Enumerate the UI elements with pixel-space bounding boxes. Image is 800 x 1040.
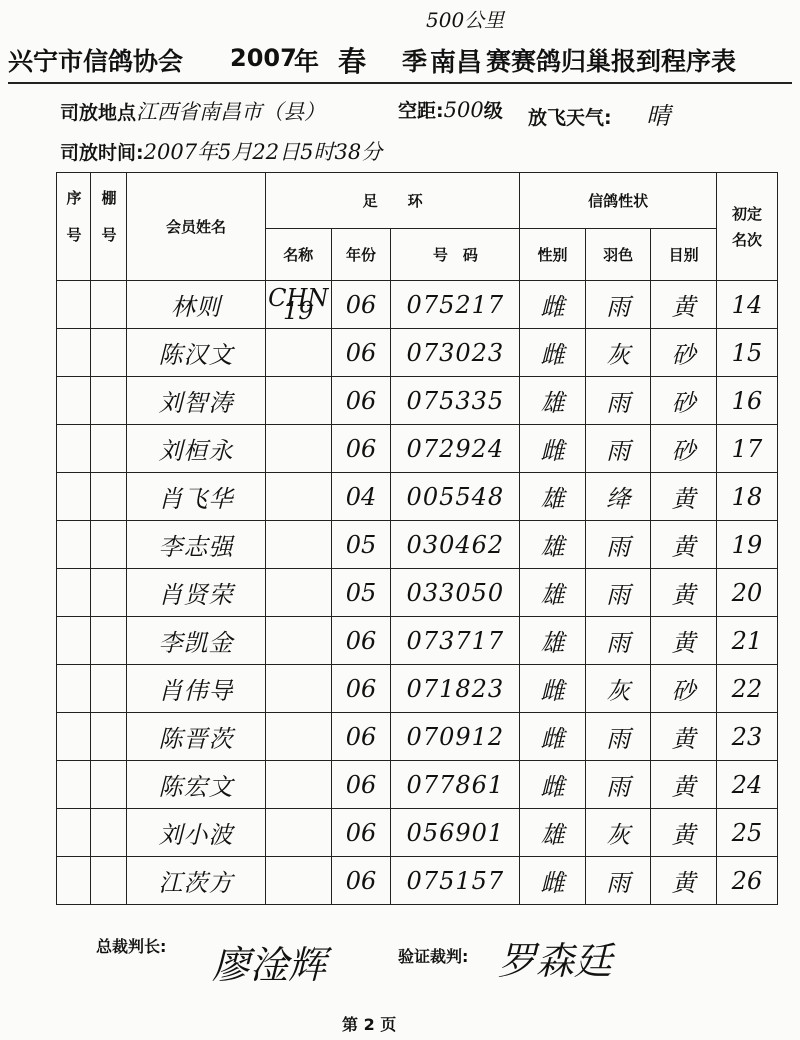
sex-cell: 雌	[520, 665, 586, 713]
homing-record-table	[56, 172, 778, 905]
member-name-cell: 陈汉文	[127, 329, 266, 377]
ring-year-cell: 06	[331, 809, 391, 857]
col-header-eye: 目别	[651, 229, 717, 281]
sex-cell: 雄	[520, 377, 586, 425]
seq-cell	[57, 425, 91, 473]
eye-cell: 黄	[651, 713, 717, 761]
col-header-sex: 性别	[520, 229, 586, 281]
eye-cell: 黄	[651, 521, 717, 569]
sex-cell: 雌	[520, 425, 586, 473]
ring-code-cell	[266, 857, 332, 905]
page-number: 第 2 页	[342, 1015, 397, 1034]
col-header-rank: 初定名次	[716, 173, 777, 281]
color-cell: 灰	[585, 665, 651, 713]
ring-year-cell: 06	[331, 377, 391, 425]
rank-cell: 22	[716, 665, 777, 713]
table-row	[57, 521, 778, 569]
coop-cell	[90, 617, 126, 665]
eye-cell: 黄	[651, 569, 717, 617]
coop-cell	[90, 569, 126, 617]
ring-year-cell: 06	[331, 857, 391, 905]
coop-cell	[90, 329, 126, 377]
ring-number-cell: 073717	[391, 617, 520, 665]
distance-label: 空距:	[398, 100, 444, 122]
member-name-cell: 刘小波	[127, 809, 266, 857]
title-season-suffix: 季	[402, 47, 428, 76]
sex-cell: 雌	[520, 281, 586, 329]
color-cell: 雨	[585, 521, 651, 569]
rank-cell: 26	[716, 857, 777, 905]
ring-number-cell: 005548	[391, 473, 520, 521]
seq-cell	[57, 857, 91, 905]
ring-number-cell: 075217	[391, 281, 520, 329]
table-row	[57, 569, 778, 617]
ring-code-cell	[266, 377, 332, 425]
col-header-coop: 棚号	[90, 173, 126, 281]
member-name-cell: 刘桓永	[127, 425, 266, 473]
rank-cell: 19	[716, 521, 777, 569]
color-cell: 雨	[585, 569, 651, 617]
rank-cell: 17	[716, 425, 777, 473]
col-header-seq: 序号	[57, 173, 91, 281]
title-year-suffix: 年	[294, 47, 320, 76]
release-time-label: 司放时间:	[60, 142, 144, 164]
ring-code-cell	[266, 665, 332, 713]
coop-cell	[90, 473, 126, 521]
col-header-ring-group: 足 环	[266, 173, 520, 229]
ring-number-cell: 077861	[391, 761, 520, 809]
weather-value: 晴	[646, 102, 671, 130]
sex-cell: 雄	[520, 473, 586, 521]
ring-code-cell	[266, 809, 332, 857]
verify-judge-signature: 罗森廷	[498, 939, 613, 983]
ring-code-cell	[266, 425, 332, 473]
member-name-cell: 林则	[127, 281, 266, 329]
rank-cell: 14	[716, 281, 777, 329]
eye-cell: 砂	[651, 377, 717, 425]
seq-cell	[57, 473, 91, 521]
title-year: 2007	[230, 44, 297, 72]
release-place-line	[60, 96, 325, 126]
table-row	[57, 713, 778, 761]
seq-cell	[57, 569, 91, 617]
ring-number-cell: 075157	[391, 857, 520, 905]
seq-cell	[57, 329, 91, 377]
ring-year-cell: 06	[331, 425, 391, 473]
ring-code-cell	[266, 617, 332, 665]
chief-judge-signature: 廖淦辉	[212, 943, 327, 987]
sex-cell: 雄	[520, 521, 586, 569]
member-name-cell: 肖贤荣	[127, 569, 266, 617]
title-season: 春	[338, 45, 367, 78]
col-header-member: 会员姓名	[127, 173, 266, 281]
table-row	[57, 809, 778, 857]
coop-cell	[90, 857, 126, 905]
color-cell: 雨	[585, 281, 651, 329]
ring-code-cell	[266, 761, 332, 809]
table-row	[57, 473, 778, 521]
coop-cell	[90, 425, 126, 473]
member-name-cell: 陈晋茨	[127, 713, 266, 761]
rank-cell: 24	[716, 761, 777, 809]
member-name-cell: 肖伟导	[127, 665, 266, 713]
sex-cell: 雌	[520, 713, 586, 761]
col-header-traits-group: 信鸽性状	[520, 173, 717, 229]
ring-code-cell	[266, 713, 332, 761]
ring-code-cell	[266, 473, 332, 521]
table-row	[57, 665, 778, 713]
distance-unit: 级	[483, 100, 503, 122]
ring-year-cell: 06	[331, 665, 391, 713]
title-prefix: 兴宁市信鸽协会	[8, 47, 184, 76]
coop-cell	[90, 713, 126, 761]
release-time-value: 2007年5月22日5时38分	[143, 140, 383, 164]
seq-cell	[57, 521, 91, 569]
ring-number-cell: 030462	[391, 521, 520, 569]
document-title	[8, 40, 792, 84]
eye-cell: 黄	[651, 761, 717, 809]
ring-year-cell: 05	[331, 521, 391, 569]
seq-cell	[57, 665, 91, 713]
title-race-place: 南昌	[430, 48, 483, 78]
chief-judge-label: 总裁判长:	[96, 937, 167, 956]
color-cell: 绛	[585, 473, 651, 521]
rank-cell: 23	[716, 713, 777, 761]
distance-line	[398, 96, 503, 123]
member-name-cell: 江茨方	[127, 857, 266, 905]
coop-cell	[90, 665, 126, 713]
coop-cell	[90, 521, 126, 569]
ring-number-cell: 070912	[391, 713, 520, 761]
sex-cell: 雄	[520, 617, 586, 665]
ring-year-cell: 06	[331, 761, 391, 809]
ring-number-cell: 073023	[391, 329, 520, 377]
rank-cell: 15	[716, 329, 777, 377]
member-name-cell: 肖飞华	[127, 473, 266, 521]
distance-value: 500	[443, 98, 484, 122]
color-cell: 雨	[585, 617, 651, 665]
rank-cell: 18	[716, 473, 777, 521]
ring-year-cell: 06	[331, 329, 391, 377]
color-cell: 雨	[585, 761, 651, 809]
ring-code-cell	[266, 521, 332, 569]
eye-cell: 砂	[651, 329, 717, 377]
release-place-value: 江西省南昌市（县）	[136, 100, 326, 124]
seq-cell	[57, 617, 91, 665]
ring-number-cell: 071823	[391, 665, 520, 713]
color-cell: 雨	[585, 377, 651, 425]
seq-cell	[57, 713, 91, 761]
color-cell: 雨	[585, 857, 651, 905]
ring-number-cell: 056901	[391, 809, 520, 857]
ring-number-cell: 072924	[391, 425, 520, 473]
member-name-cell: 陈宏文	[127, 761, 266, 809]
eye-cell: 黄	[651, 857, 717, 905]
member-name-cell: 刘智涛	[127, 377, 266, 425]
ring-code-cell	[266, 329, 332, 377]
ring-year-cell: 05	[331, 569, 391, 617]
weather-label: 放飞天气:	[528, 107, 612, 129]
sex-cell: 雌	[520, 761, 586, 809]
title-distance-note: 500公里	[426, 8, 505, 32]
table-row	[57, 377, 778, 425]
rank-cell: 25	[716, 809, 777, 857]
ring-code-cell: CHN 19	[266, 281, 332, 329]
eye-cell: 黄	[651, 473, 717, 521]
seq-cell	[57, 809, 91, 857]
sex-cell: 雄	[520, 809, 586, 857]
eye-cell: 黄	[651, 281, 717, 329]
table-row	[57, 329, 778, 377]
ring-number-cell: 033050	[391, 569, 520, 617]
sex-cell: 雌	[520, 329, 586, 377]
col-header-ring-name: 名称	[266, 229, 332, 281]
ring-year-cell: 06	[331, 281, 391, 329]
ring-year-cell: 04	[331, 473, 391, 521]
table-row	[57, 617, 778, 665]
member-name-cell: 李凯金	[127, 617, 266, 665]
ring-year-cell: 06	[331, 617, 391, 665]
col-header-color: 羽色	[585, 229, 651, 281]
seq-cell	[57, 281, 91, 329]
coop-cell	[90, 761, 126, 809]
rank-cell: 16	[716, 377, 777, 425]
coop-cell	[90, 377, 126, 425]
seq-cell	[57, 377, 91, 425]
table-row	[57, 425, 778, 473]
weather-line	[528, 96, 670, 131]
color-cell: 雨	[585, 425, 651, 473]
color-cell: 雨	[585, 713, 651, 761]
eye-cell: 砂	[651, 665, 717, 713]
eye-cell: 砂	[651, 425, 717, 473]
table-row	[57, 761, 778, 809]
ring-code-cell	[266, 569, 332, 617]
release-time-line	[60, 136, 382, 166]
coop-cell	[90, 281, 126, 329]
coop-cell	[90, 809, 126, 857]
ring-number-cell: 075335	[391, 377, 520, 425]
table-row	[57, 281, 778, 329]
color-cell: 灰	[585, 329, 651, 377]
sex-cell: 雄	[520, 569, 586, 617]
release-place-label: 司放地点	[60, 102, 137, 124]
title-suffix: 赛赛鸽归巢报到程序表	[486, 47, 737, 76]
eye-cell: 黄	[651, 617, 717, 665]
eye-cell: 黄	[651, 809, 717, 857]
verify-judge-label: 验证裁判:	[398, 947, 469, 966]
col-header-ring-number: 号 码	[391, 229, 520, 281]
ring-year-cell: 06	[331, 713, 391, 761]
col-header-ring-year: 年份	[331, 229, 391, 281]
sex-cell: 雌	[520, 857, 586, 905]
table-row	[57, 857, 778, 905]
title-underline	[8, 82, 792, 84]
member-name-cell: 李志强	[127, 521, 266, 569]
color-cell: 灰	[585, 809, 651, 857]
rank-cell: 20	[716, 569, 777, 617]
seq-cell	[57, 761, 91, 809]
rank-cell: 21	[716, 617, 777, 665]
